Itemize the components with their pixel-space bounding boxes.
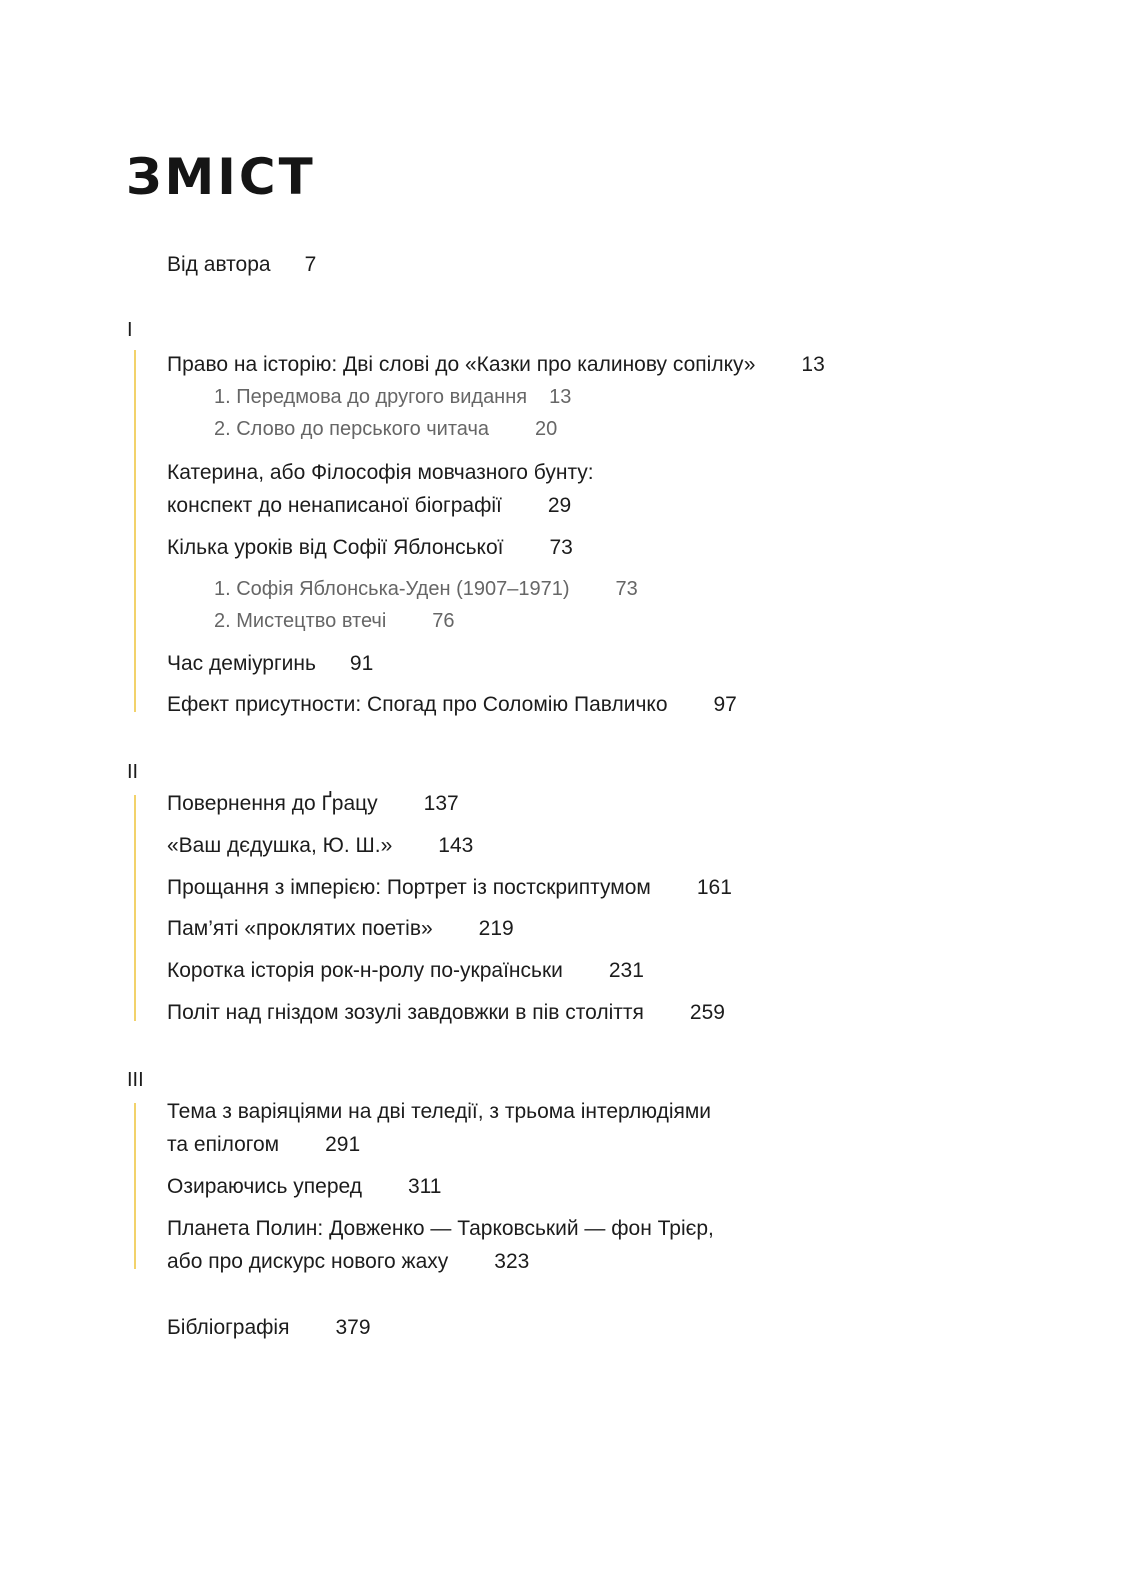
page-title: ЗМІСТ	[126, 148, 316, 206]
page-number: 143	[438, 834, 474, 857]
entry-title: Прощання з імперією: Портрет із постскриптумом	[167, 876, 651, 899]
entry-title: Від автора	[167, 253, 271, 276]
entry-title: «Ваш дєдушка, Ю. Ш.»	[167, 834, 393, 857]
entry-title: Ефект присутности: Спогад про Соломію Павличко	[167, 693, 668, 716]
toc-subentry[interactable]	[214, 386, 571, 408]
toc-entry[interactable]	[167, 792, 459, 815]
page-number: 20	[535, 418, 558, 440]
part-label-1: I	[127, 319, 133, 341]
part-label-3: III	[127, 1069, 144, 1091]
entry-title: Бібліографія	[167, 1316, 290, 1339]
toc-entry[interactable]	[167, 959, 644, 982]
entry-title: Коротка історія рок-н-ролу по-українськи	[167, 959, 563, 982]
entry-title: Пам’яті «проклятих поетів»	[167, 917, 433, 940]
entry-title: 1. Софія Яблонська-Уден (1907–1971)	[214, 578, 570, 600]
toc-entry-bibliography[interactable]	[167, 1316, 371, 1339]
entry-title: Тема з варіяціями на дві теледії, з трьома інтерлюдіями	[167, 1100, 712, 1123]
entry-title: Повернення до Ґрацу	[167, 792, 378, 815]
entry-title: або про дискурс нового жаху	[167, 1250, 449, 1273]
entry-title: Право на історію: Дві слові до «Казки про калинову сопілку»	[167, 353, 756, 376]
page-number: 73	[549, 536, 573, 559]
toc-entry[interactable]	[167, 461, 594, 484]
toc-subentry[interactable]	[214, 610, 455, 632]
toc-subentry[interactable]	[214, 578, 638, 600]
part-rule-2	[134, 795, 136, 1021]
page-number: 311	[408, 1175, 442, 1198]
toc-entry[interactable]	[167, 1100, 711, 1123]
toc-entry-preface[interactable]	[167, 253, 316, 276]
toc-entry[interactable]	[167, 1217, 714, 1240]
entry-title: Кілька уроків від Софії Яблонської	[167, 536, 504, 559]
page-number: 231	[608, 959, 644, 982]
page-number: 91	[349, 652, 374, 675]
page-number: 13	[801, 353, 825, 376]
entry-title: Озираючись уперед	[167, 1175, 362, 1198]
page-number: 291	[325, 1133, 361, 1156]
toc-entry[interactable]	[167, 536, 573, 559]
toc-entry[interactable]	[167, 1001, 725, 1024]
entry-title: та епілогом	[167, 1133, 280, 1156]
entry-title: Планета Полин: Довженко — Тарковський — фон Трієр,	[167, 1217, 714, 1240]
toc-subentry[interactable]	[214, 418, 557, 440]
entry-title: 1. Передмова до другого видання	[214, 386, 528, 408]
page-number: 29	[547, 494, 572, 517]
page-number: 379	[335, 1316, 371, 1339]
entry-title: Час деміургинь	[167, 652, 316, 675]
toc-entry[interactable]	[167, 917, 514, 940]
page-number: 97	[713, 693, 737, 716]
page-number: 73	[615, 578, 638, 600]
part-rule-1	[134, 350, 136, 712]
toc-entry-continuation[interactable]	[167, 1250, 529, 1273]
page-number: 161	[696, 876, 732, 899]
page-number: 259	[689, 1001, 725, 1024]
page-number: 137	[423, 792, 459, 815]
toc-entry[interactable]	[167, 652, 373, 675]
entry-title: 2. Слово до перського читача	[214, 418, 490, 440]
toc-entry[interactable]	[167, 1175, 441, 1198]
entry-title: конспект до ненаписаної біографії	[167, 494, 502, 517]
toc-entry[interactable]	[167, 834, 473, 857]
toc-entry[interactable]	[167, 693, 737, 716]
part-rule-3	[134, 1103, 136, 1269]
page-number: 76	[432, 610, 455, 632]
page-number: 13	[549, 386, 572, 408]
toc-entry[interactable]	[167, 353, 825, 376]
toc-entry-continuation[interactable]	[167, 494, 571, 517]
part-label-2: II	[127, 761, 139, 783]
entry-title: Катерина, або Філософія мовчазного бунту:	[167, 461, 594, 484]
toc-entry-continuation[interactable]	[167, 1133, 360, 1156]
toc-entry[interactable]	[167, 876, 732, 899]
entry-title: 2. Мистецтво втечі	[214, 610, 387, 632]
page-number: 219	[478, 917, 514, 940]
page-number: 7	[304, 253, 317, 276]
entry-title: Політ над гніздом зозулі завдовжки в пів століття	[167, 1001, 644, 1024]
page-number: 323	[494, 1250, 530, 1273]
